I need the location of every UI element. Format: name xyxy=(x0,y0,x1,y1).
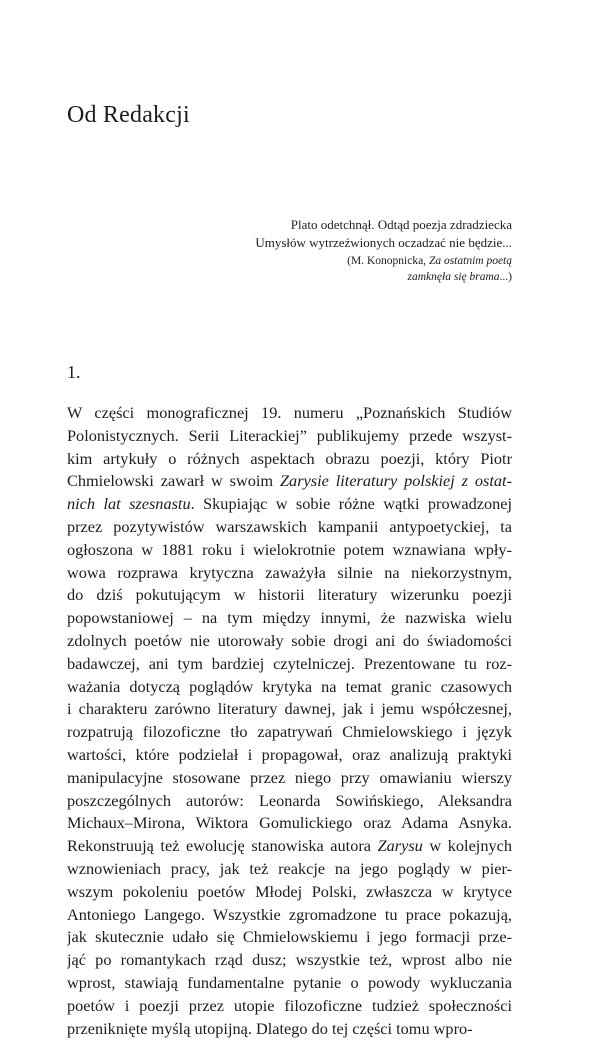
epigraph-attribution xyxy=(212,253,512,285)
text-line xyxy=(67,516,512,539)
text-run: poetów i poezji przez utopie filozoficzne tudzież społeczności xyxy=(67,995,512,1015)
text-line xyxy=(67,995,512,1018)
text-run: w kolejnych xyxy=(422,836,512,856)
text-line xyxy=(67,790,512,813)
epigraph-verse-2: Umysłów wytrzeźwionych oczadzać nie będzie... xyxy=(255,235,512,250)
text-line xyxy=(67,972,512,995)
text-line xyxy=(67,425,512,448)
text-line xyxy=(67,904,512,927)
text-line xyxy=(67,493,512,516)
text-run: do dziś pokutującym w historii literatury wizerunku poezji xyxy=(67,585,512,605)
epigraph-verse-1: Plato odetchnął. Odtąd poezja zdradziecka xyxy=(290,217,512,232)
text-run: W części monograficznej 19. numeru „Poznańskich Studiów xyxy=(67,403,512,422)
epigraph-attribution-title-part-2: zamknęła się brama xyxy=(407,271,500,283)
text-run: zdolnych poetów nie utorowały sobie drogi ani do świadomości xyxy=(67,630,512,650)
text-line xyxy=(67,630,512,653)
text-run: wowa rozprawa krytyczna zaważyła silnie na niekorzystnym, xyxy=(67,562,512,582)
text-run: Polonistycznych. Serii Literackiej” publikujemy przede wszyst- xyxy=(67,425,512,445)
text-run: jąć po romantykach rząd dusz; wszystkie też, wprost albo nie xyxy=(67,950,512,970)
text-run: poszczególnych autorów: Leonarda Sowińskiego, Aleksandra xyxy=(67,790,512,810)
text-line xyxy=(67,607,512,630)
epigraph-attribution-close: ...) xyxy=(499,271,512,283)
text-run: wprost, stawiają fundamentalne pytanie o powody wykluczania xyxy=(67,972,512,992)
text-run: kim artykuły o różnych aspektach obrazu poezji, który Piotr xyxy=(67,448,512,468)
text-run: manipulacyjne stosowane przez niego przy omawianiu wierszy xyxy=(67,767,512,787)
italic-title-text: nich lat szesnastu xyxy=(67,494,191,514)
text-run: Michaux–Mirona, Wiktora Gomulickiego oraz Adama Asnyka. xyxy=(67,813,512,833)
text-run: wartości, które podzielał i propagował, oraz analizują praktyki xyxy=(67,744,512,764)
text-run: jak skutecznie udało się Chmielowskiemu i jego formacji prze- xyxy=(67,927,512,947)
text-line xyxy=(67,721,512,744)
text-run: przez pozytywistów warszawskich kampanii antypoetyckiej, ta xyxy=(67,516,512,536)
text-run: Rekonstruują też ewolucję stanowiska autora xyxy=(67,836,378,856)
text-run: ważania dotyczą poglądów krytyka na temat granic czasowych xyxy=(67,676,512,696)
epigraph xyxy=(212,216,512,285)
text-run: . Skupiając w sobie różne wątki prowadzonej xyxy=(190,494,512,514)
page-title: Od Redakcji xyxy=(67,102,190,128)
text-line xyxy=(67,584,512,607)
text-line xyxy=(67,402,512,425)
text-run: ogłoszona w 1881 roku i wielokrotnie potem wznawiana wpły- xyxy=(67,539,512,559)
body-paragraph xyxy=(67,402,512,1040)
text-line xyxy=(67,881,512,904)
text-run: badawczej, ani tym bardziej czytelniczej. Prezentowane tu roz- xyxy=(67,653,512,673)
text-line xyxy=(67,1018,512,1040)
text-line xyxy=(67,812,512,835)
text-run: Chmielowski zawarł w swoim xyxy=(67,471,280,491)
text-line xyxy=(67,744,512,767)
text-run: wszym pokoleniu poetów Młodej Polski, zwłaszcza w krytyce xyxy=(67,881,512,901)
epigraph-attribution-title-part-1: Za ostatnim poetą xyxy=(428,255,512,267)
text-run: popowstaniowej – na tym między innymi, że nazwiska wielu xyxy=(67,608,512,628)
text-line xyxy=(67,926,512,949)
text-line xyxy=(67,653,512,676)
text-line xyxy=(67,539,512,562)
text-line xyxy=(67,698,512,721)
text-line xyxy=(67,470,512,493)
epigraph-attribution-author: (M. Konopnicka, xyxy=(347,255,429,267)
text-line xyxy=(67,949,512,972)
text-line xyxy=(67,835,512,858)
text-run: i charakteru zarówno literatury dawnej, jak i jemu współczesnej, xyxy=(67,699,512,719)
text-line xyxy=(67,562,512,585)
italic-title-text: Zarysu xyxy=(377,836,423,856)
text-run: rozpatrują filozoficzne tło zapatrywań Chmielowskiego i język xyxy=(67,722,512,742)
italic-title-text: Zarysie literatury polskiej z ostat- xyxy=(280,471,512,491)
text-line xyxy=(67,676,512,699)
text-run: przeniknięte myślą utopijną. Dlatego do tej części tomu wpro- xyxy=(67,1018,473,1038)
section-number: 1. xyxy=(67,362,81,382)
text-run: Antoniego Langego. Wszystkie zgromadzone tu prace pokazują, xyxy=(67,904,512,924)
text-line xyxy=(67,858,512,881)
text-run: wznowieniach pracy, jak też reakcje na jego poglądy w pier- xyxy=(67,858,512,878)
text-line xyxy=(67,767,512,790)
text-line xyxy=(67,448,512,471)
